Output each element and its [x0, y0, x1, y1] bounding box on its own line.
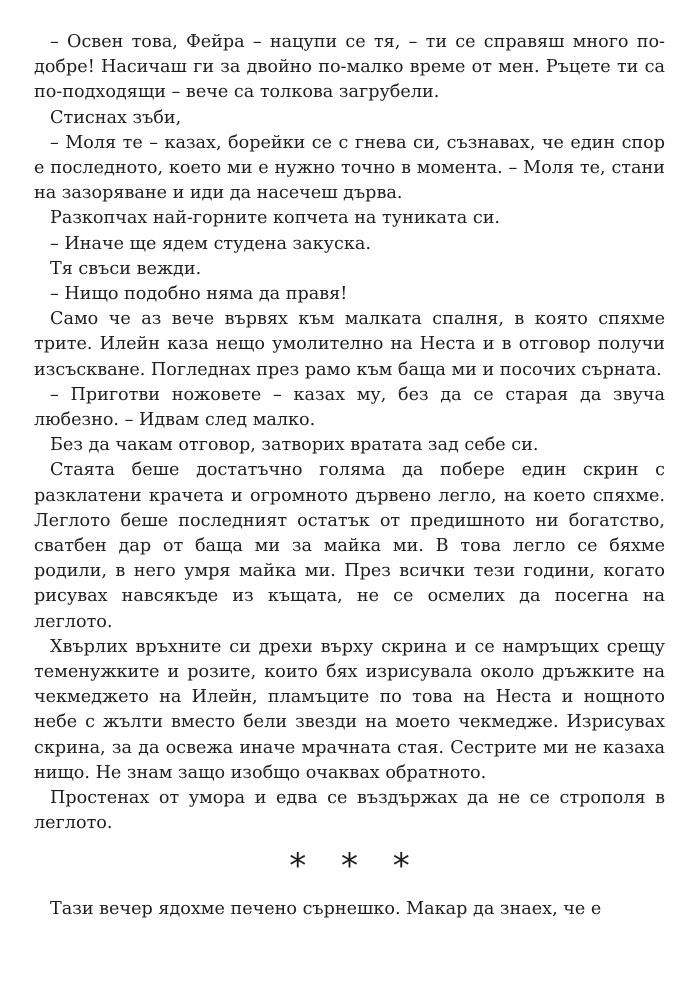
- paragraph: – Моля те – казах, борейки се с гнева си, съзнавах, че един спор е последното, което ми е нужно точно в момента. – Моля те, стани на зазоряване и иди да насечеш дърва.: [34, 132, 665, 204]
- paragraph: Стиснах зъби,: [50, 107, 182, 128]
- paragraph: Само че аз вече вървях към малката спалня, в която спяхме трите. Илейн каза нещо умолително на Неста и в отговор получи изсъскване. Погледнах през рамо към баща ми и посочих сърната.: [34, 309, 665, 380]
- paragraph: Разкопчах най-горните копчета на туниката си.: [50, 208, 501, 229]
- paragraph: Без да чакам отговор, затворих вратата зад себе си.: [50, 435, 539, 456]
- paragraph: – Нищо подобно няма да правя!: [50, 284, 348, 305]
- paragraph: – Приготви ножовете – казах му, без да се старая да звуча любезно. – Идвам след малко.: [34, 384, 665, 431]
- paragraph: – Иначе ще ядем студена закуска.: [50, 233, 371, 254]
- page-text: [34, 30, 665, 922]
- paragraph: Тя свъси вежди.: [50, 258, 202, 279]
- section-separator: * * *: [289, 845, 422, 886]
- paragraph: Тази вечер ядохме печено сърнешко. Макар да знаех, че е: [50, 898, 602, 919]
- paragraph: Простенах от умора и едва се въздържах да не се строполя в леглото.: [34, 788, 665, 834]
- paragraph: Стаята беше достатъчно голяма да побере един скрин с разклатени крачета и огромното дървено легло, на което спяхме. Леглото беше последният остатък от предишното ни богатство, сватбен дар от баща ми за майка ми. В това легло се бяхме родили, в него умря майка ми. През всички тези години, когато рисувах навсякъде из къщата, не се осмелих да посегна на леглото.: [34, 460, 665, 632]
- paragraph: Хвърлих връхните си дрехи върху скрина и се намръщих срещу теменужките и розите, които бях изрисувала около дръжките на чекмеджето на Илейн, пламъците по това на Неста и нощното небе с жълти вместо бели звезди на моето чекмедже. Изрисувах скрина, за да освежа иначе мрачната стая. Сестрите ми не казаха нищо. Не знам защо изобщо очаквах обратното.: [34, 636, 665, 783]
- paragraph: – Освен това, Фейра – нацупи се тя, – ти се справяш много по-добре! Насичаш ги за двойно по-малко време от мен. Ръцете ти са по-подходящи – вече са толкова загрубели.: [34, 32, 665, 103]
